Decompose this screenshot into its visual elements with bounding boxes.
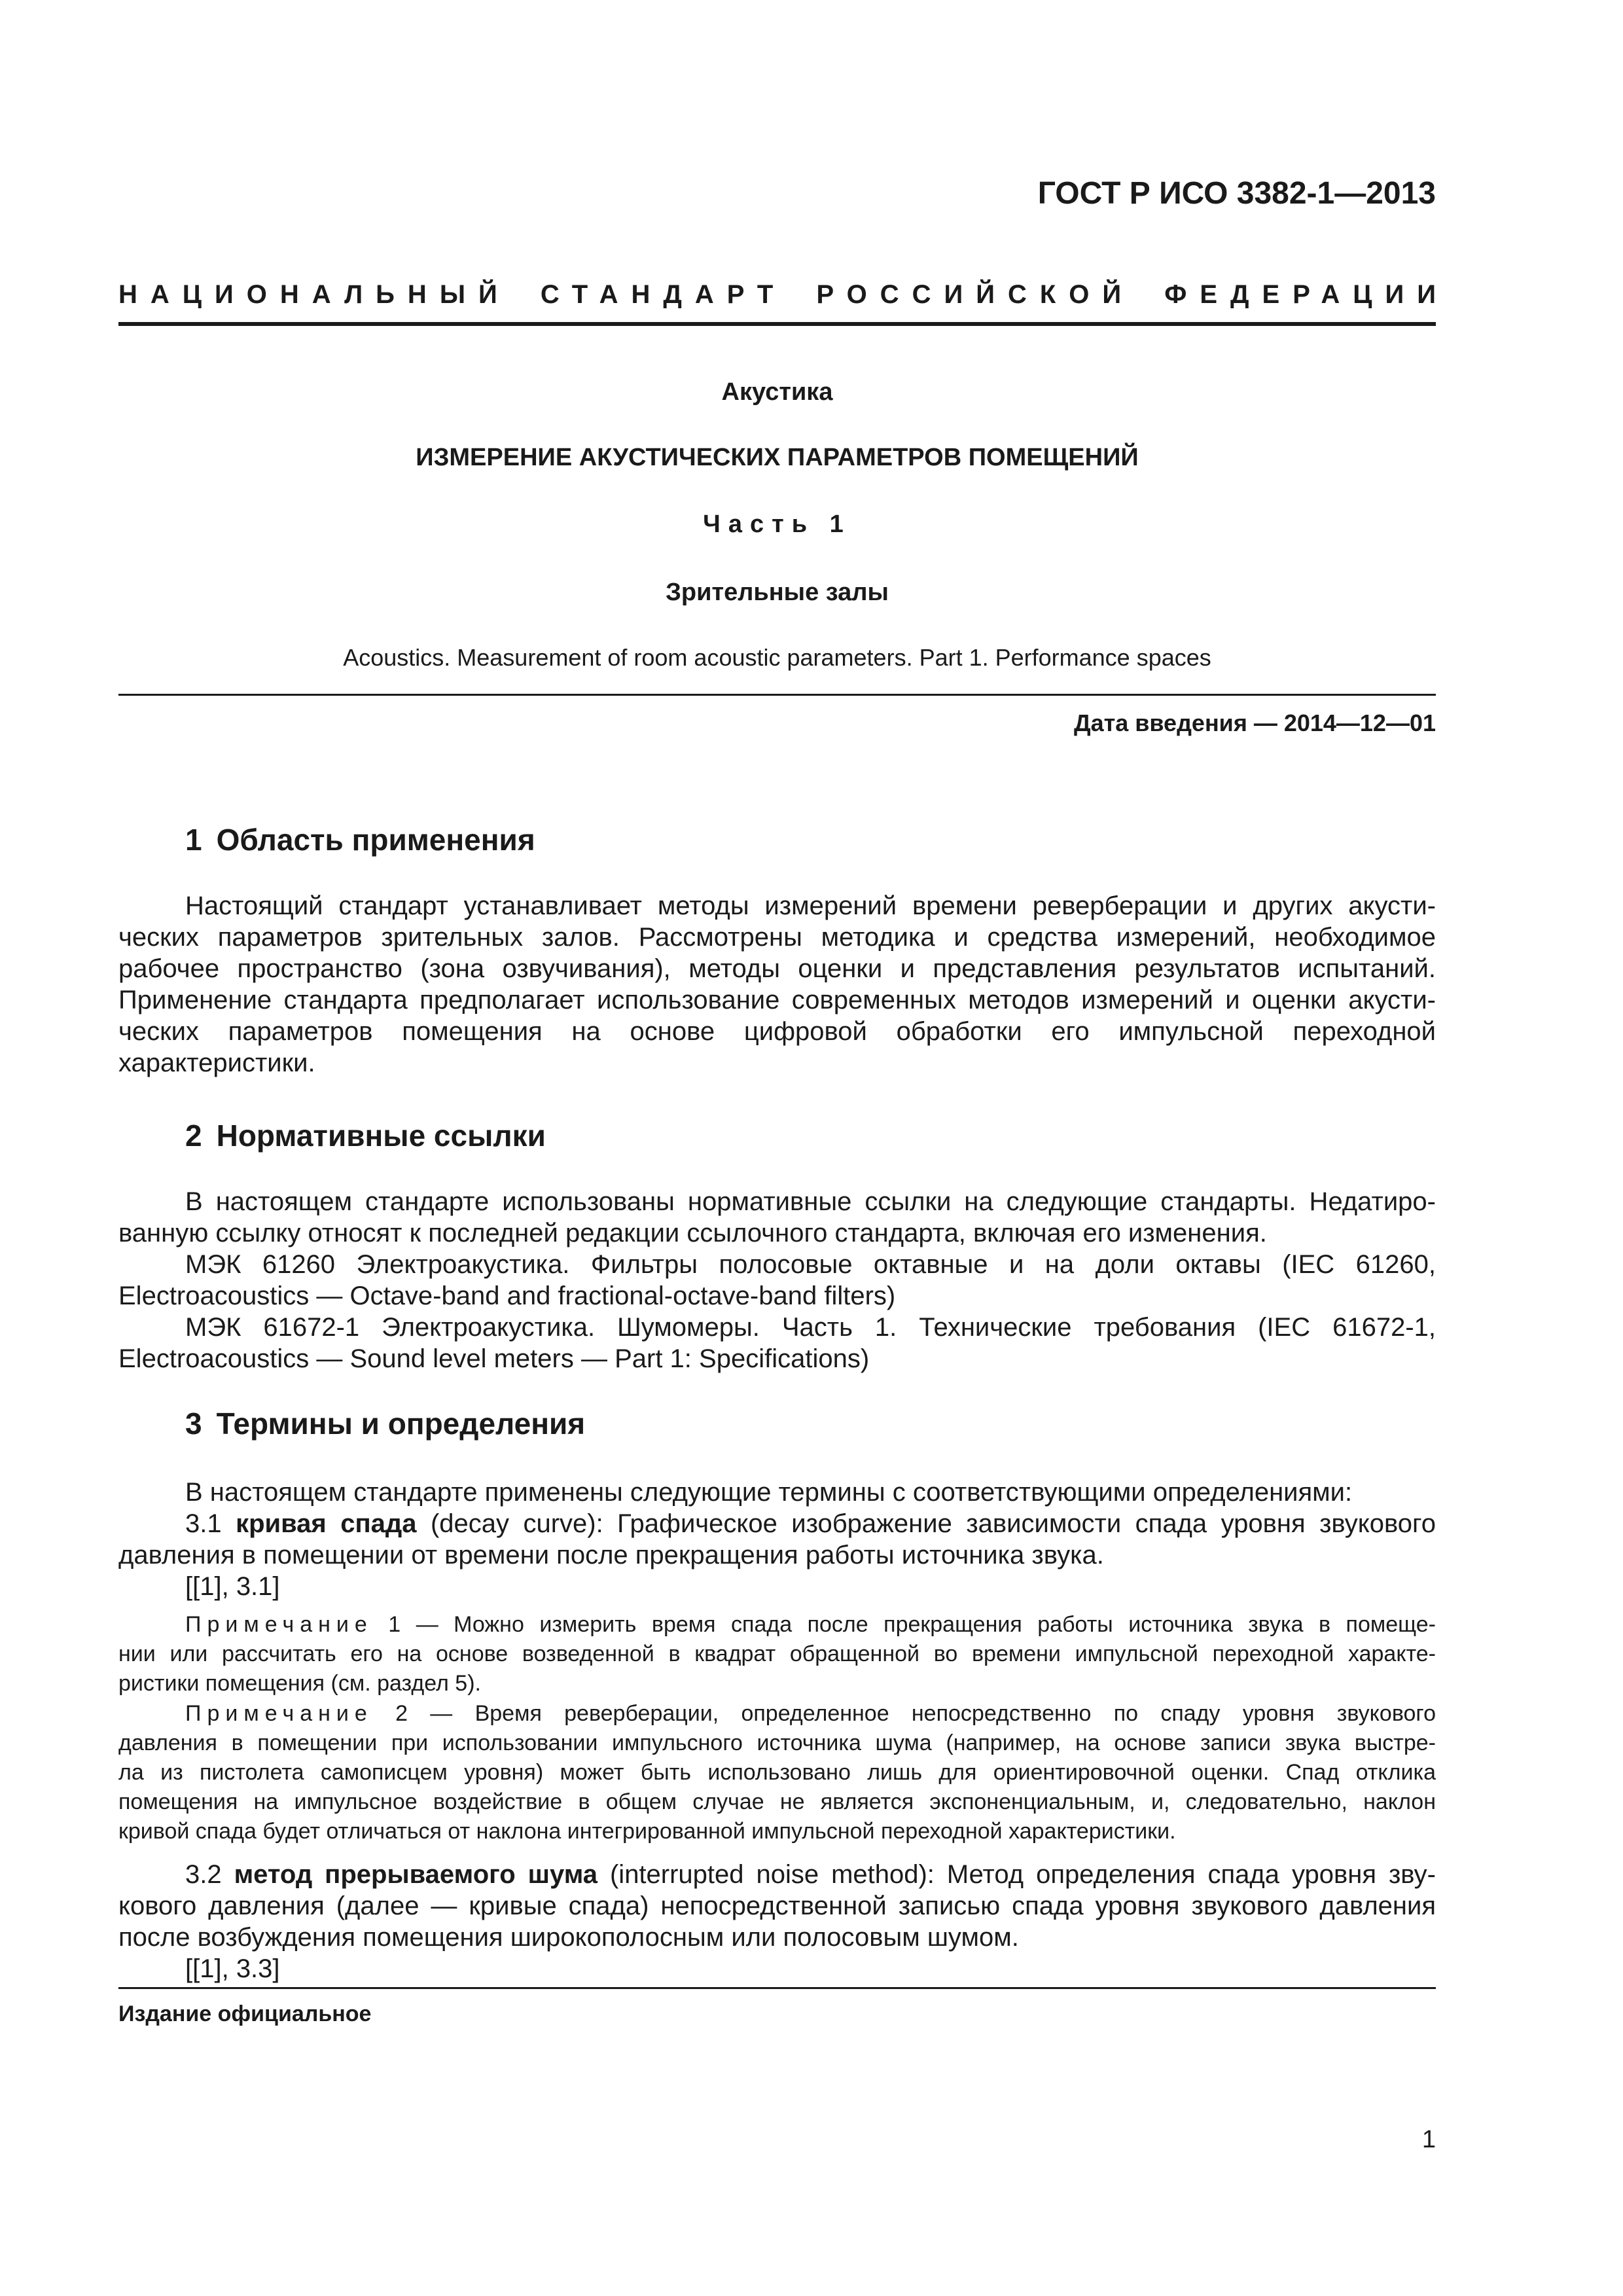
banner-divider [118,322,1436,326]
text-line: характеристики. [118,1049,315,1077]
term-3-2 [118,1859,1436,1984]
term-reference: [[1], 3.3] [185,1954,280,1983]
introduction-date: Дата введения — 2014—12—01 [1073,709,1436,736]
national-standard-banner [118,280,1449,310]
text-line: Применение стандарта предполагает использование современных методов измерений и оценки акусти- [118,986,1436,1014]
note-line [118,1610,1436,1640]
text-line: после возбуждения помещения широкополосным или полосовым шумом. [118,1923,1019,1952]
title-divider [118,694,1436,696]
term-reference: [[1], 3.1] [185,1572,280,1601]
term-name: метод прерываемого шума [234,1860,598,1889]
term-number: 3.1 [185,1509,222,1538]
text-line: Electroacoustics — Sound level meters — Part 1: Specifications) [118,1344,870,1373]
note-line: кривой спада будет отличаться от наклона интегрированной импульсной переходной характеристики. [118,1819,1176,1844]
part-label: Часть 1 [703,511,851,538]
text-line: ческих параметров зрительных залов. Рассмотрены методика и средства измерений, необходимое [118,923,1436,952]
term-name: кривая спада [236,1509,417,1538]
text-line: В настоящем стандарте использованы нормативные ссылки на следующие стандарты. Недатиро- [185,1187,1436,1216]
term-number: 3.2 [185,1860,222,1889]
text-line: ванную ссылку относят к последней редакции ссылочного стандарта, включая его изменения. [118,1219,1267,1247]
note-line: давления в помещении при использовании импульсного источника шума (например, на основе записи звука выстре- [118,1731,1436,1755]
main-title: ИЗМЕРЕНИЕ АКУСТИЧЕСКИХ ПАРАМЕТРОВ ПОМЕЩЕНИЙ [416,444,1139,471]
part-title: Зрительные залы [666,579,889,606]
text-line: МЭК 61260 Электроакустика. Фильтры полосовые октавные и на доли октавы (IEC 61260, [185,1250,1436,1279]
banner-word: НАЦИОНАЛЬНЫЙ [118,280,510,309]
note-line [118,1699,1436,1729]
text-line: МЭК 61672-1 Электроакустика. Шумомеры. Часть 1. Технические требования (IEC 61672-1, [185,1313,1436,1342]
text-line: Настоящий стандарт устанавливает методы измерений времени реверберации и других акусти- [185,891,1436,920]
note-line: нии или рассчитать его на основе возведенной в квадрат обращенной во времени импульсной переходной характе- [118,1641,1436,1666]
note-line: ла из пистолета самописцем уровня) может быть использовано лишь для ориентировочной оценки. Спад отклика [118,1760,1436,1785]
official-edition-label: Издание официальное [118,2001,372,2026]
note-text: 1 — Можно измерить время спада после прекращения работы источника звука в помеще- [372,1612,1436,1637]
section-number: 3 [185,1407,202,1441]
banner-word: СТАНДАРТ [540,280,787,309]
note-label: Примечание [185,1701,373,1726]
term-definition [118,1508,1436,1539]
section-1-body [118,890,1436,1079]
section-number: 2 [185,1119,202,1153]
section-3-body [118,1477,1436,1602]
english-title: Acoustics. Measurement of room acoustic parameters. Part 1. Performance spaces [343,644,1211,671]
note-2 [118,1699,1436,1846]
term-text: (decay curve): Графическое изображение зависимости спада уровня звукового [416,1509,1436,1538]
section-heading [185,1406,585,1441]
text-line: рабочее пространство (зона озвучивания), методы оценки и представления результатов испытаний. [118,954,1436,983]
note-line: ристики помещения (см. раздел 5). [118,1671,481,1696]
text-line: В настоящем стандарте применены следующие термины с соответствующими определениями: [185,1478,1353,1507]
note-line: помещения на импульсное воздействие в общем случае не является экспоненциальным, и, следовательно, наклон [118,1789,1436,1814]
section-title: Нормативные ссылки [216,1119,546,1153]
text-line: ческих параметров помещения на основе цифровой обработки его импульсной переходной [118,1017,1436,1046]
series-title: Акустика [721,378,833,406]
section-number: 1 [185,823,202,857]
section-heading [185,822,535,857]
term-text: (interrupted noise method): Метод определения спада уровня зву- [597,1860,1436,1889]
term-definition [118,1859,1436,1890]
text-line: кового давления (далее — кривые спада) непосредственной записью спада уровня звукового давления [118,1892,1436,1920]
page-number: 1 [1421,2126,1436,2153]
section-2-body [118,1186,1436,1374]
text-line: давления в помещении от времени после прекращения работы источника звука. [118,1541,1104,1570]
section-title: Термины и определения [216,1407,586,1441]
text-line: Electroacoustics — Octave-band and fractional-octave-band filters) [118,1282,896,1310]
section-heading [185,1118,546,1153]
banner-word: ФЕДЕРАЦИИ [1164,280,1449,309]
footer-divider [118,1987,1436,1989]
banner-word: РОССИЙСКОЙ [816,280,1135,309]
note-text: 2 — Время реверберации, определенное непосредственно по спаду уровня звукового [372,1701,1436,1726]
document-number: ГОСТ Р ИСО 3382-1—2013 [1037,176,1436,211]
section-title: Область применения [216,823,535,857]
note-1 [118,1610,1436,1698]
note-label: Примечание [185,1612,373,1637]
